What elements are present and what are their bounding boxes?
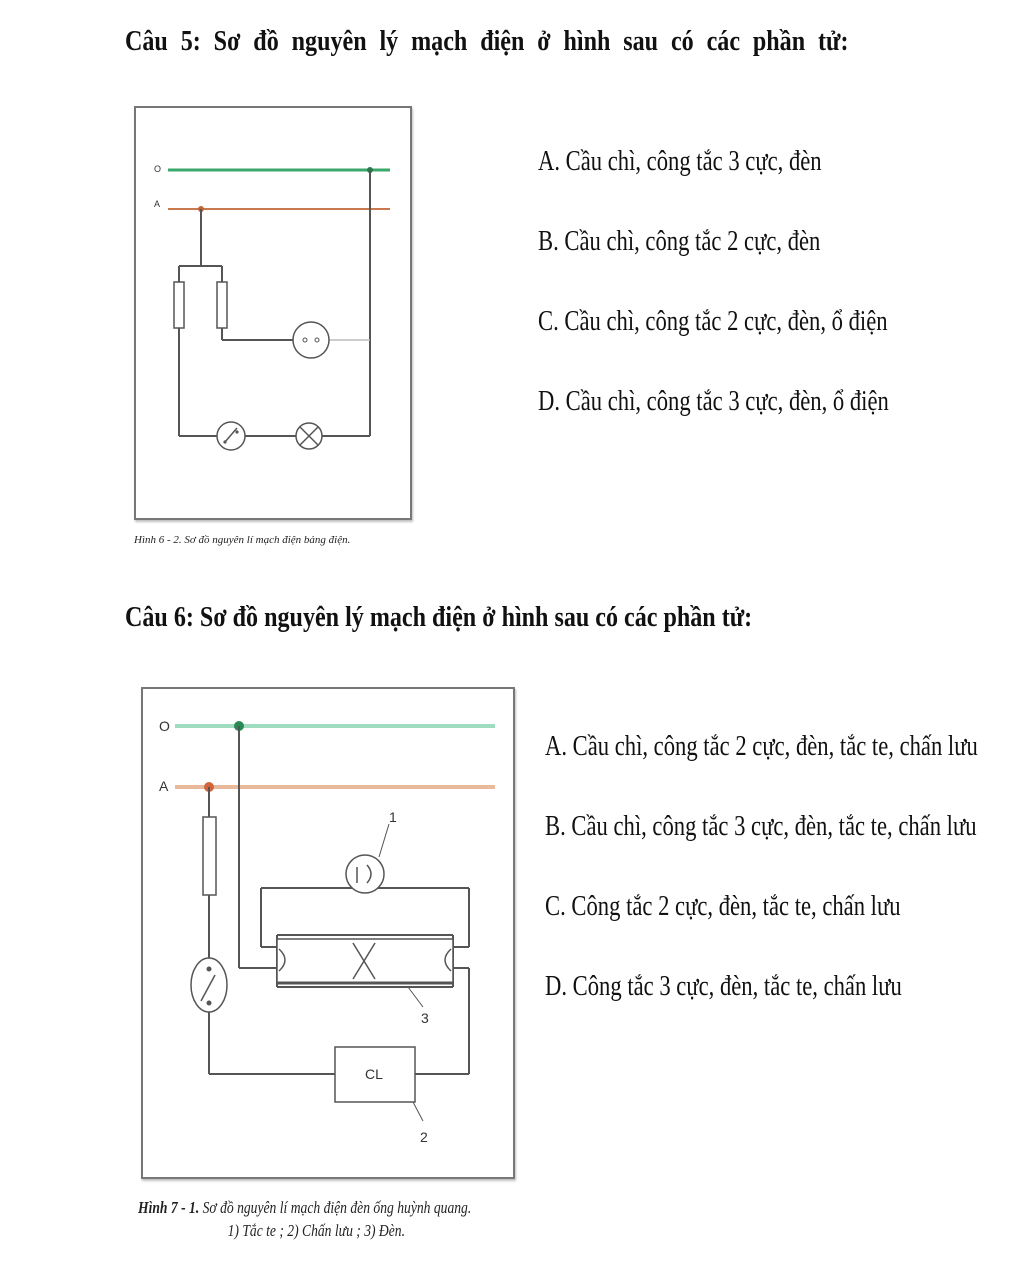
- q6-option-d[interactable]: D. Công tắc 3 cực, đèn, tắc te, chấn lưu: [545, 970, 902, 1002]
- q6-caption-legend: 1) Tắc te ; 2) Chấn lưu ; 3) Đèn.: [227, 1220, 405, 1240]
- q6-fuse: [203, 817, 216, 895]
- q6-option-b[interactable]: B. Cầu chì, công tắc 3 cực, đèn, tắc te, chấn lưu: [545, 810, 977, 842]
- q5-socket: [293, 322, 329, 358]
- q6-label-a: A: [159, 778, 169, 794]
- q6-starter: [346, 855, 384, 893]
- q5-answer-options: [538, 145, 988, 465]
- q5-option-c[interactable]: C. Cầu chì, công tắc 2 cực, đèn, ổ điện: [538, 305, 888, 337]
- q5-label-o: O: [154, 164, 162, 174]
- q6-num-2: 2: [420, 1129, 428, 1145]
- q6-caption-bold: Hình 7 - 1.: [138, 1198, 200, 1217]
- question-6-title: Câu 6: Sơ đồ nguyên lý mạch điện ở hình sau có các phần tử:: [125, 602, 753, 633]
- question-5-title: Câu 5: Sơ đồ nguyên lý mạch điện ở hình sau có các phần tử:: [125, 26, 849, 57]
- q6-num-1: 1: [389, 809, 397, 825]
- q6-ballast-label: CL: [365, 1066, 383, 1082]
- q6-option-a[interactable]: A. Cầu chì, công tắc 2 cực, đèn, tắc te, chấn lưu: [545, 730, 978, 762]
- q5-option-a[interactable]: A. Cầu chì, công tắc 3 cực, đèn: [538, 145, 822, 177]
- q6-num-3: 3: [421, 1010, 429, 1026]
- q6-circuit-diagram: [141, 687, 515, 1179]
- q5-circuit-svg: [136, 108, 410, 518]
- q6-option-c[interactable]: C. Công tắc 2 cực, đèn, tắc te, chấn lưu: [545, 890, 901, 922]
- q6-label-o: O: [159, 718, 170, 734]
- q6-fluorescent-tube: [277, 939, 453, 983]
- q5-fuse-2: [217, 282, 227, 328]
- q5-option-d[interactable]: D. Cầu chì, công tắc 3 cực, đèn, ổ điện: [538, 385, 889, 417]
- q5-option-b[interactable]: B. Cầu chì, công tắc 2 cực, đèn: [538, 225, 821, 257]
- q5-label-a: A: [154, 199, 161, 209]
- q6-circuit-svg: [143, 689, 513, 1177]
- q6-figure-caption: [138, 1197, 471, 1243]
- q5-circuit-diagram: [134, 106, 412, 520]
- q6-caption-text: Sơ đồ nguyên lí mạch điện đèn ống huỳnh quang.: [199, 1198, 472, 1217]
- q5-fuse-1: [174, 282, 184, 328]
- q5-figure-caption: Hình 6 - 2. Sơ đồ nguyên lí mạch điện bảng điện.: [134, 534, 351, 546]
- q6-answer-options: [545, 730, 1024, 1050]
